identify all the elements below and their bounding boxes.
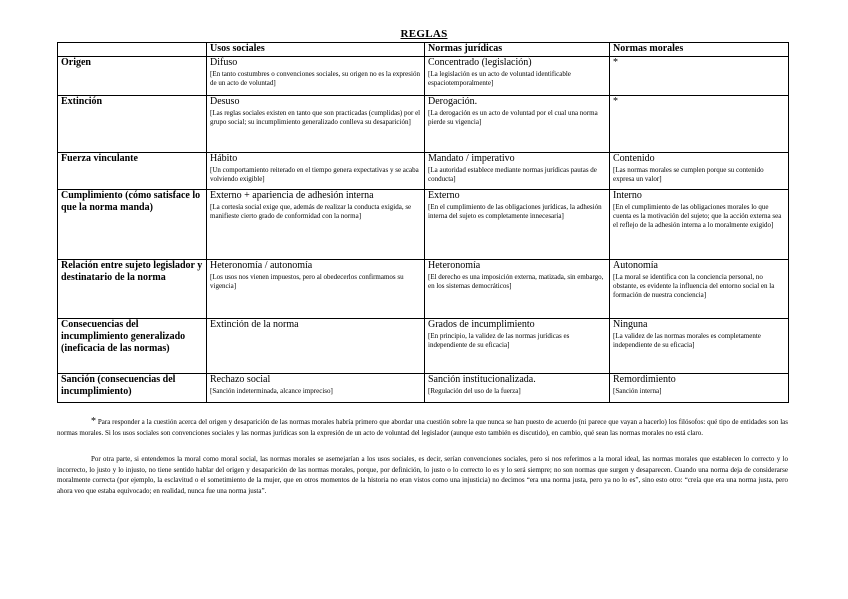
header-normas-morales: Normas morales [610,43,789,57]
header-corner [58,43,207,57]
table-cell [207,260,425,319]
table-cell [425,190,610,260]
cell-main: Ninguna [613,319,648,330]
cell-note: [Sanción interna] [613,387,662,395]
row-label: Relación entre sujeto legislador y destinatario de la norma [58,260,207,319]
table-cell [610,374,789,403]
table-cell [425,374,610,403]
page-title: REGLAS [400,28,448,40]
cell-note: [La moral se identifica con la conciencia personal, no obstante, es evidente la influencia del entorno social en la formación de nuestra conciencia] [613,273,775,299]
cell-main: Externo [428,190,460,201]
table-row-sancion [58,374,789,403]
table-cell [207,96,425,153]
row-label: Origen [58,57,207,96]
footnote-moral [57,454,788,496]
cell-note: [La derogación es un acto de voluntad por el cual una norma pierde su vigencia] [428,109,598,126]
asterisk-mark: * [613,96,618,107]
table-row-cumplimiento [58,190,789,260]
table-cell [610,57,789,96]
table-cell [425,96,610,153]
cell-main: Concentrado (legislación) [428,57,532,68]
cell-note: [En tanto costumbres o convenciones sociales, su origen no es la expresión de un acto de voluntad] [210,70,420,87]
cell-main: Externo + apariencia de adhesión interna [210,190,374,201]
row-label: Extinción [58,96,207,153]
table-row-extincion [58,96,789,153]
table-cell [610,190,789,260]
cell-note: [La validez de las normas morales es completamente independiente de su eficacia] [613,332,761,349]
footnote-text: Para responder a la cuestión acerca del origen y desaparición de las normas morales habría primero que abordar una cuestión sobre la que nunca se han puesto de acuerdo (ni parece que vayan a hacerlo) los filósofos: qué tipo de entidades son las normas morales. Si los usos sociales son convenciones sociales y las normas jurídicas son la expresión de un acto de voluntad del legislador (aunque esto también es discutido), en cambio, qué sean las normas morales no está claro. [57,418,788,437]
cell-note: [Los usos nos vienen impuestos, pero al obedecerlos confirmamos su vigencia] [210,273,404,290]
cell-main: Sanción institucionalizada. [428,374,536,385]
table-cell [425,153,610,190]
cell-note: [En principio, la validez de las normas jurídicas es independiente de su eficacia] [428,332,570,349]
cell-main: Grados de incumplimiento [428,319,535,330]
table-cell [207,190,425,260]
row-label: Cumplimiento (cómo satisface lo que la norma manda) [58,190,207,260]
cell-main: Remordimiento [613,374,676,385]
cell-note: [En el cumplimiento de las obligaciones morales lo que cuenta es la motivación del sujeto; que la acción externa sea el reflejo de la adhesión interna a lo moralmente exigido] [613,203,782,229]
footnote-text: Por otra parte, si entendemos la moral como moral social, las normas morales se asemejarían a los usos sociales, es decir, serían convenciones sociales, pero si nos referimos a la moral ideal, las normas morales que establecen lo correcto y lo incorrecto, lo justo y lo injusto, no tiene sentido hablar del origen y desaparición de las normas morales, porque, por definición, lo justo o lo correcto lo es y lo será siempre; no son normas que surgen y desaparecen. Cuando una norma deja de considerarse moralmente correcta (por ejemplo, la esclavitud o el sometimiento de la mujer, que en otros momentos de la historia no eran vistos como una injusticia) no decimos “era una norma justa, pero ya no lo es”, sino esto otro: “creía que era una norma justa, pero ahora veo que estaba equivocado; en realidad, nunca fue una norma justa”. [57,455,788,495]
table-header-row [58,43,789,57]
cell-main: Derogación. [428,96,478,107]
table-cell [425,260,610,319]
footnote-star: * [91,416,96,427]
cell-main: Mandato / imperativo [428,153,515,164]
cell-main: Autonomía [613,260,658,271]
cell-note: [El derecho es una imposición externa, matizada, sin embargo, en los sistemas democráticos] [428,273,604,290]
table-cell [610,260,789,319]
row-label: Sanción (consecuencias del incumplimiento) [58,374,207,403]
table-cell [610,96,789,153]
cell-note: [Regulación del uso de la fuerza] [428,387,521,395]
header-normas-juridicas: Normas jurídicas [425,43,610,57]
cell-main: Desuso [210,96,240,107]
cell-main: Heteronomía [428,260,481,271]
header-usos-sociales: Usos sociales [207,43,425,57]
table-cell [207,319,425,374]
table-cell [610,153,789,190]
rules-table [57,42,789,403]
cell-note: [La legislación es un acto de voluntad identificable espaciotemporalmente] [428,70,571,87]
asterisk-mark: * [613,57,618,68]
table-cell [610,319,789,374]
cell-main: Hábito [210,153,238,164]
table-row-consecuencias [58,319,789,374]
cell-main: Heteronomía / autonomía [210,260,313,271]
cell-note: [Las normas morales se cumplen porque su contenido expresa un valor] [613,166,764,183]
table-row-relacion [58,260,789,319]
cell-note: [La cortesía social exige que, además de realizar la conducta exigida, se manifieste cierto grado de conformidad con la norma] [210,203,412,220]
table-cell [207,153,425,190]
table-cell [207,374,425,403]
table-row-fuerza-vinculante [58,153,789,190]
cell-main: Difuso [210,57,238,68]
cell-note: [Las reglas sociales existen en tanto que son practicadas (cumplidas) por el grupo social; su incumplimiento generalizado conlleva su desaparición] [210,109,421,126]
cell-main: Rechazo social [210,374,271,385]
cell-note: [En el cumplimiento de las obligaciones jurídicas, la adhesión interna del sujeto es completamente innecesaria] [428,203,602,220]
cell-note: [Un comportamiento reiterado en el tiempo genera expectativas y se acaba volviendo exigible] [210,166,419,183]
table-cell [425,57,610,96]
table-cell [207,57,425,96]
row-label: Consecuencias del incumplimiento generalizado (ineficacia de las normas) [58,319,207,374]
footnote-origin [57,417,788,438]
cell-main: Contenido [613,153,655,164]
cell-note: [La autoridad establece mediante normas jurídicas pautas de conducta] [428,166,597,183]
cell-note: [Sanción indeterminada, alcance impreciso] [210,387,333,395]
row-label: Fuerza vinculante [58,153,207,190]
table-row-origen [58,57,789,96]
cell-main: Interno [613,190,642,201]
cell-main: Extinción de la norma [210,319,299,330]
table-cell [425,319,610,374]
